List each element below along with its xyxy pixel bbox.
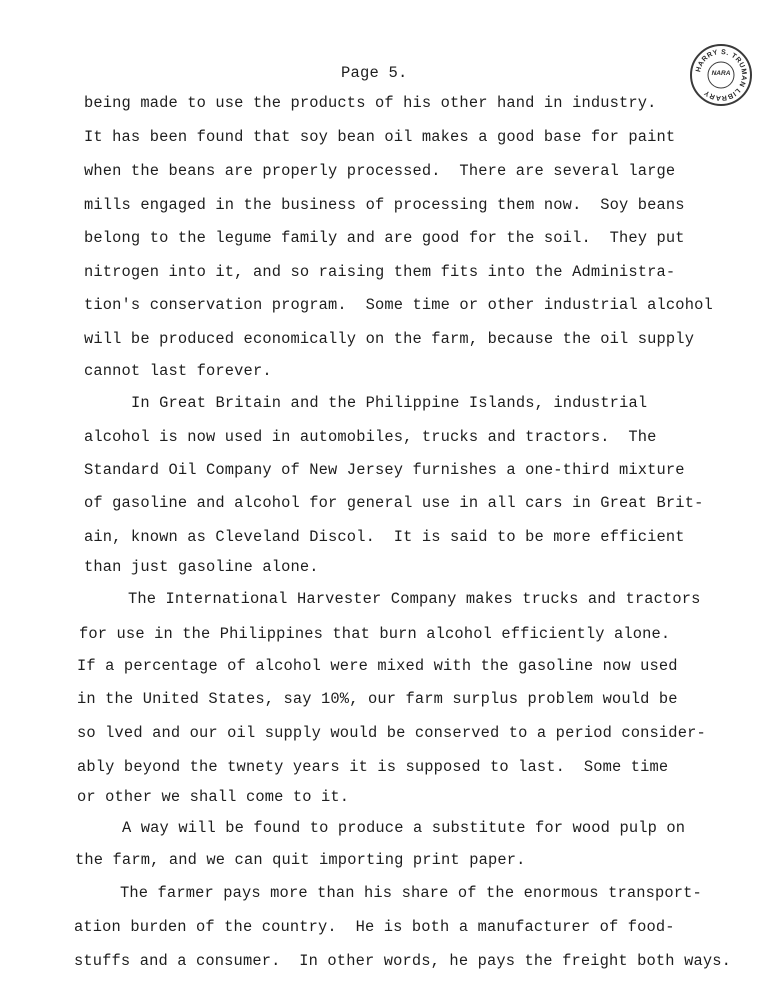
text-line: ably beyond the twnety years it is supposed to last. Some time	[77, 758, 669, 776]
text-line: The International Harvester Company makes trucks and tractors	[128, 590, 701, 608]
text-line: or other we shall come to it.	[77, 788, 350, 806]
seal-center-text: NARA	[711, 70, 731, 77]
text-line: being made to use the products of his other hand in industry.	[84, 94, 657, 112]
text-line: Standard Oil Company of New Jersey furnishes a one-third mixture	[84, 461, 685, 479]
text-line: when the beans are properly processed. There are several large	[84, 162, 676, 180]
text-line: It has been found that soy bean oil makes a good base for paint	[84, 128, 676, 146]
text-line: of gasoline and alcohol for general use in all cars in Great Brit-	[84, 494, 704, 512]
text-line: mills engaged in the business of processing them now. Soy beans	[84, 196, 685, 214]
text-line: the farm, and we can quit importing print paper.	[75, 851, 526, 869]
text-line: so lved and our oil supply would be conserved to a period consider-	[77, 724, 706, 742]
text-line: ation burden of the country. He is both a manufacturer of food-	[74, 918, 675, 936]
text-line: will be produced economically on the farm, because the oil supply	[84, 330, 695, 348]
text-line: tion's conservation program. Some time or other industrial alcohol	[84, 296, 713, 314]
text-line: alcohol is now used in automobiles, trucks and tractors. The	[84, 428, 657, 446]
page-number: Page 5.	[341, 64, 408, 82]
text-line: for use in the Philippines that burn alcohol efficiently alone.	[79, 625, 671, 643]
text-line: In Great Britain and the Philippine Islands, industrial	[131, 394, 648, 412]
seal-ring-text: HARRY S. TRUMAN LIBRARY	[695, 48, 748, 102]
text-line: The farmer pays more than his share of the enormous transport-	[120, 884, 702, 902]
text-line: ain, known as Cleveland Discol. It is said to be more efficient	[84, 528, 685, 546]
library-seal-stamp	[690, 44, 752, 106]
text-line: in the United States, say 10%, our farm surplus problem would be	[77, 690, 678, 708]
text-line: stuffs and a consumer. In other words, he pays the freight both ways.	[74, 952, 732, 970]
text-line: A way will be found to produce a substitute for wood pulp on	[122, 819, 686, 837]
text-line: cannot last forever.	[84, 362, 272, 380]
text-line: belong to the legume family and are good for the soil. They put	[84, 229, 685, 247]
text-line: If a percentage of alcohol were mixed with the gasoline now used	[77, 657, 678, 675]
text-line: nitrogen into it, and so raising them fits into the Administra-	[84, 263, 676, 281]
text-line: than just gasoline alone.	[84, 558, 319, 576]
